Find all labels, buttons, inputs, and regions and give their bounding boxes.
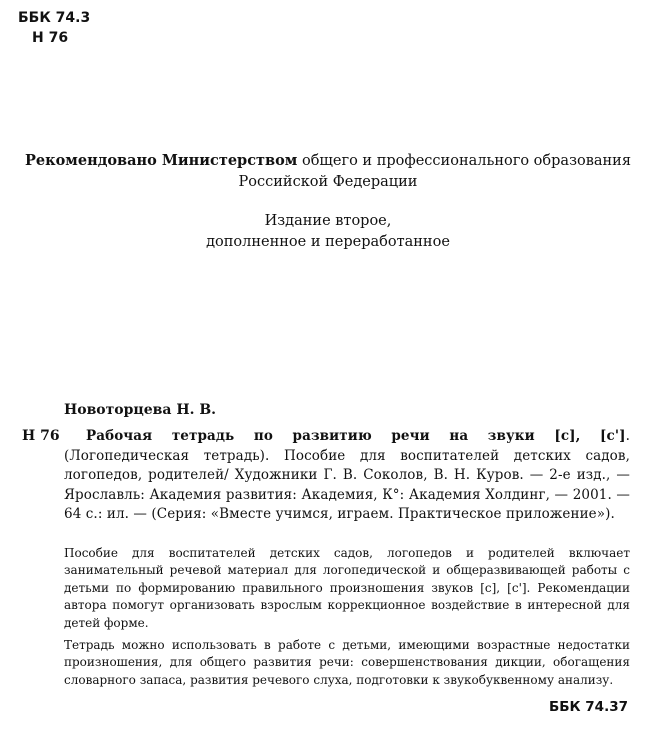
edition-line1: Издание второе, bbox=[264, 213, 392, 229]
book-title: Рабочая тетрадь по развитию речи на звуки [с], [с'] bbox=[86, 428, 626, 444]
author-mark: Н 76 bbox=[32, 30, 69, 46]
recommendation-line2: Российской Федерации bbox=[238, 174, 418, 190]
recommendation-bold: Рекомендовано Министерством bbox=[25, 152, 298, 169]
edition-info bbox=[0, 211, 656, 253]
ministry-recommendation bbox=[0, 150, 656, 193]
recommendation-rest: общего и профессионального образования bbox=[301, 153, 631, 169]
annotation-paragraph-1: Пособие для воспитателей детских садов, логопедов и родителей включает занимательный речевой материал для логопедической и общеразвивающей работы с детьми по формированию правильного произношения звуков [с], [с']. Рекомендации автора помогут организовать взрослым коррекционное воздействие в интересной для детей форме. bbox=[64, 546, 630, 630]
bibliographic-details: . (Логопедическая тетрадь). Пособие для воспитателей детских садов, логопедов, родителей/ Художники Г. В. Соколов, В. Н. Куров. — 2-е изд., — Ярославль: Академия развития: Академия, К°: Академия Холдинг, — 2001. — 64 с.: ил. — (Серия: «Вместе учимся, играем. Практическое приложение»). bbox=[64, 428, 630, 523]
edition-line2: дополненное и переработанное bbox=[206, 234, 450, 250]
annotation-paragraph-2: Тетрадь можно использовать в работе с детьми, имеющими возрастные недостатки произношения, для общего развития речи: совершенствования дикции, обогащения словарного запаса, развития речевого слуха, подготовки к звукобуквенному анализу. bbox=[64, 638, 630, 687]
annotation bbox=[64, 545, 630, 689]
bibliographic-description bbox=[64, 427, 630, 525]
bbk-classification-top bbox=[18, 8, 90, 48]
bbk-classification-bottom: ББК 74.37 bbox=[548, 699, 628, 715]
author-name: Новоторцева Н. В. bbox=[64, 402, 217, 418]
bbk-code: ББК 74.3 bbox=[18, 10, 91, 26]
library-code: Н 76 bbox=[22, 428, 60, 444]
